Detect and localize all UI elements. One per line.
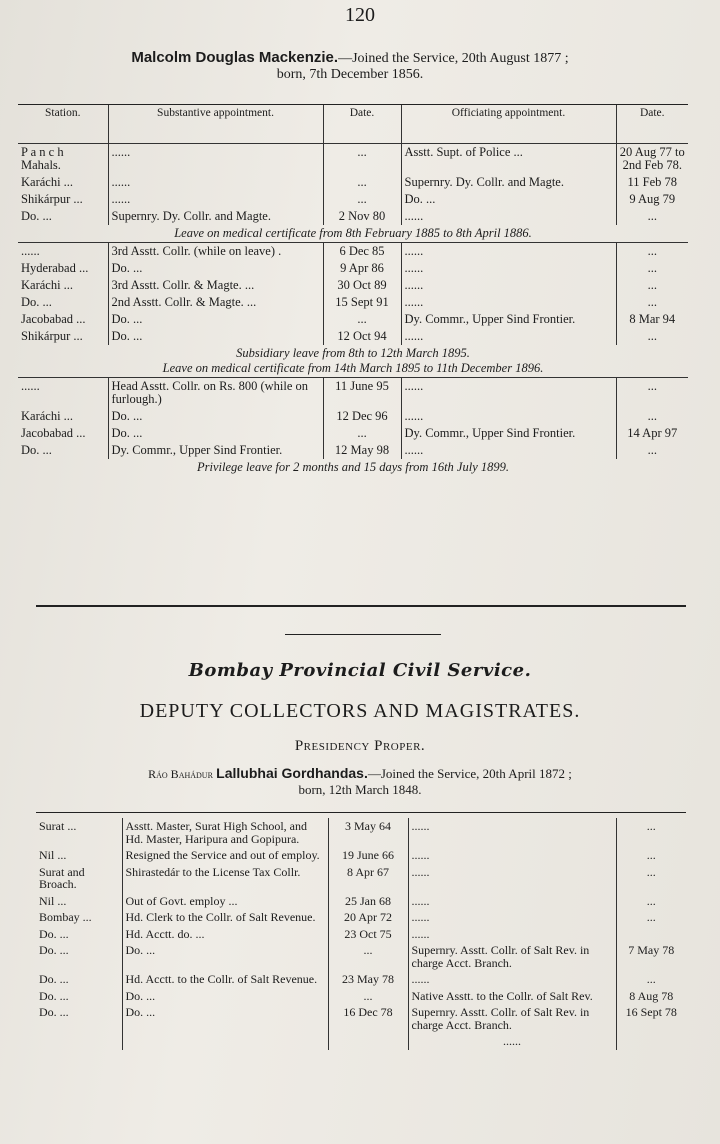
substantive-cell: Do. ... [122,1004,328,1033]
date2-cell: ... [647,209,657,223]
date2-cell: 9 Aug 79 [629,192,676,206]
date2-cell: ... [647,409,657,423]
col-date-header: Date. [323,105,401,144]
officiating-cell: ...... [408,847,616,864]
service-table-1 [18,105,688,476]
substantive-cell: Do. ... [108,311,323,328]
officiating-cell: ...... [408,893,616,910]
date2-cell: ... [646,819,656,833]
date-cell: 20 Apr 72 [328,909,408,926]
table-row [18,425,688,442]
date-cell: 23 May 78 [328,971,408,988]
date2-cell: ... [647,443,657,457]
table-row [18,294,688,311]
officer-born: born, 7th December 1856. [276,67,424,82]
date2-cell: ... [646,864,656,879]
station-cell: Karáchi ... [18,174,108,191]
table-row [18,408,688,425]
table-row [18,260,688,277]
col-date2-header: Date. [616,105,688,144]
officiating-cell: Supernry. Asstt. Collr. of Salt Rev. in charge Acct. Branch. [408,1004,616,1033]
substantive-cell: 2nd Asstt. Collr. & Magte. ... [108,294,323,311]
leave-note: Leave on medical certificate from 14th March 1895 to 11th December 1896. [18,362,688,378]
station-cell: Do. ... [36,926,122,943]
officiating-cell: Native Asstt. to the Collr. of Salt Rev. [408,988,616,1005]
date2-cell: ... [646,893,656,908]
officiating-cell: Supernry. Asstt. Collr. of Salt Rev. in charge Acct. Branch. [408,942,616,971]
officiating-cell: ...... [408,818,616,847]
date2-cell: 8 Mar 94 [629,312,676,326]
officiating-cell: ...... [408,926,616,943]
substantive-cell: Do. ... [122,942,328,971]
date-cell: ... [328,942,408,971]
station-cell: Do. ... [36,1004,122,1033]
substantive-cell: Resigned the Service and out of employ. [122,847,328,864]
officiating-cell: ...... [401,243,616,261]
officiating-cell: ...... [408,909,616,926]
substantive-cell: 3rd Asstt. Collr. (while on leave) . [108,243,323,261]
table-row [36,818,686,847]
date-cell: ... [323,174,401,191]
section-rule [36,605,686,607]
substantive-cell: Asstt. Master, Surat High School, and Hd. Master, Haripura and Gopipura. [122,818,328,847]
date-cell: 16 Dec 78 [328,1004,408,1033]
table-row [18,311,688,328]
substantive-cell: Do. ... [108,425,323,442]
date-cell: 15 Sept 91 [323,294,401,311]
station-cell: Surat and Broach. [36,864,122,893]
officer2-name: Lallubhai Gordhandas. [216,765,368,781]
date2-cell: 11 Feb 78 [627,175,678,189]
station-cell: Do. ... [18,442,108,459]
officiating-cell: Supernry. Dy. Collr. and Magte. [401,174,616,191]
officiating-cell: Dy. Commr., Upper Sind Frontier. [401,311,616,328]
date-cell: 6 Dec 85 [323,243,401,261]
station-cell: Jacobabad ... [18,425,108,442]
date2-cell: ... [647,278,657,292]
station-cell: Karáchi ... [18,277,108,294]
date-cell: 8 Apr 67 [328,864,408,893]
date-cell: 9 Apr 86 [323,260,401,277]
table-row [36,926,686,943]
short-rule [285,634,441,635]
date2-cell: ... [646,972,656,986]
station-cell: Jacobabad ... [18,311,108,328]
date2-cell: ... [647,244,657,258]
date2-cell: ... [647,295,657,309]
station-cell: P a n c h Mahals. [18,144,108,175]
officiating-cell: ...... [401,378,616,409]
date-cell: ... [323,425,401,442]
substantive-cell: Do. ... [122,988,328,1005]
officiating-cell: ...... [401,260,616,277]
officiating-cell: ...... [408,971,616,988]
table-row [36,1004,686,1033]
officer-name: Malcolm Douglas Mackenzie. [131,49,339,66]
substantive-cell: 3rd Asstt. Collr. & Magte. ... [108,277,323,294]
page-number: 120 [345,4,375,26]
officer-joined: —Joined the Service, 20th August 1877 ; [338,51,569,66]
date2-cell: ... [647,329,657,343]
col-substantive-header: Substantive appointment. [108,105,323,144]
officer2-joined: —Joined the Service, 20th April 1872 ; [367,766,572,781]
service-title: Bombay Provincial Civil Service. [188,660,532,681]
officer-heading [40,50,660,83]
date2-cell: 7 May 78 [628,943,675,957]
station-cell: Do. ... [36,942,122,971]
substantive-cell: Shirastedár to the License Tax Collr. [122,864,328,893]
date-cell: 12 Dec 96 [323,408,401,425]
section-title: DEPUTY COLLECTORS AND MAGISTRATES. [139,700,581,722]
substantive-cell: Out of Govt. employ ... [122,893,328,910]
date2-cell: 8 Aug 78 [629,988,674,1003]
table-row [18,144,688,175]
substantive-cell: Supernry. Dy. Collr. and Magte. [108,208,323,225]
station-cell: Do. ... [18,208,108,225]
col-officiating-header: Officiating appointment. [401,105,616,144]
date2-cell: ... [646,848,656,862]
substantive-cell: Hd. Acctt. do. ... [122,926,328,943]
station-cell: Shikárpur ... [18,328,108,345]
station-cell: Hyderabad ... [18,260,108,277]
date-cell: 12 May 98 [323,442,401,459]
substantive-cell: ...... [108,174,323,191]
table-row [36,1033,686,1050]
substantive-cell: ...... [108,191,323,208]
table-row [36,909,686,926]
leave-note: Privilege leave for 2 months and 15 days from 16th July 1899. [197,460,509,474]
table-row [36,942,686,971]
station-cell: Karáchi ... [18,408,108,425]
date-cell: 2 Nov 80 [323,208,401,225]
date-cell: 19 June 66 [328,847,408,864]
station-cell: ...... [18,243,108,261]
date2-cell [616,926,686,943]
officer2-born: born, 12th March 1848. [298,782,422,797]
officiating-cell: ...... [401,442,616,459]
station-cell: Shikárpur ... [18,191,108,208]
date-cell: ... [323,191,401,208]
table-row [18,277,688,294]
officiating-cell: Dy. Commr., Upper Sind Frontier. [401,425,616,442]
officer2-heading [0,766,720,797]
officiating-cell: ...... [401,294,616,311]
date2-cell: 20 Aug 77 to 2nd Feb 78. [619,145,685,172]
officiating-cell: Do. ... [401,191,616,208]
substantive-cell: Dy. Commr., Upper Sind Frontier. [108,442,323,459]
substantive-cell: Hd. Clerk to the Collr. of Salt Revenue. [122,909,328,926]
table-row [36,864,686,893]
date2-cell: 16 Sept 78 [625,1005,677,1019]
date2-cell: ... [646,910,656,924]
officiating-cell: ...... [408,864,616,893]
date2-cell: 14 Apr 97 [627,426,678,440]
table-row [18,243,688,261]
substantive-cell: Head Asstt. Collr. on Rs. 800 (while on furlough.) [108,378,323,409]
leave-note: Subsidiary leave from 8th to 12th March 1895. [236,346,470,360]
table-row [36,988,686,1005]
station-cell: Nil ... [36,893,122,910]
table-row [18,378,688,409]
station-cell: Bombay ... [36,909,122,926]
table-row [18,174,688,191]
officiating-cell: ...... [401,277,616,294]
station-cell: Nil ... [36,847,122,864]
date-cell: 11 June 95 [323,378,401,409]
date-cell: 23 Oct 75 [328,926,408,943]
col-station-header: Station. [18,105,108,144]
officiating-cell: ...... [401,408,616,425]
table-row [18,328,688,345]
date2-cell: ... [647,261,657,275]
date-cell: 25 Jan 68 [328,893,408,910]
table-row [36,971,686,988]
substantive-cell: Do. ... [108,328,323,345]
table-row [18,208,688,225]
date-cell: 30 Oct 89 [323,277,401,294]
officer2-rank: Ráo Bahádur [148,767,213,781]
table-header-row [18,105,688,144]
substantive-cell: Do. ... [108,260,323,277]
officiating-cell: Asstt. Supt. of Police ... [401,144,616,175]
date-cell: 12 Oct 94 [323,328,401,345]
table2-rule [36,812,686,813]
station-cell: ...... [18,378,108,409]
subsection-title: Presidency Proper. [294,738,426,754]
station-cell: Do. ... [18,294,108,311]
table-row [36,893,686,910]
date-cell: ... [323,311,401,328]
date-cell: 3 May 64 [328,818,408,847]
substantive-cell: Hd. Acctt. to the Collr. of Salt Revenue. [122,971,328,988]
date-cell: ... [328,988,408,1005]
table-row [36,847,686,864]
station-cell: Do. ... [36,988,122,1005]
table-row [18,442,688,459]
leave-note: Leave on medical certificate from 8th February 1885 to 8th April 1886. [18,225,688,243]
officiating-cell: ...... [401,328,616,345]
date-cell: ... [323,144,401,175]
date2-cell: ... [647,379,657,393]
station-cell: Surat ... [36,818,122,847]
table-row [18,191,688,208]
officiating-cell: ...... [401,208,616,225]
trailing-dots: ...... [408,1033,616,1050]
substantive-cell: Do. ... [108,408,323,425]
substantive-cell: ...... [108,144,323,175]
service-table-2 [36,818,686,1050]
station-cell: Do. ... [36,971,122,988]
